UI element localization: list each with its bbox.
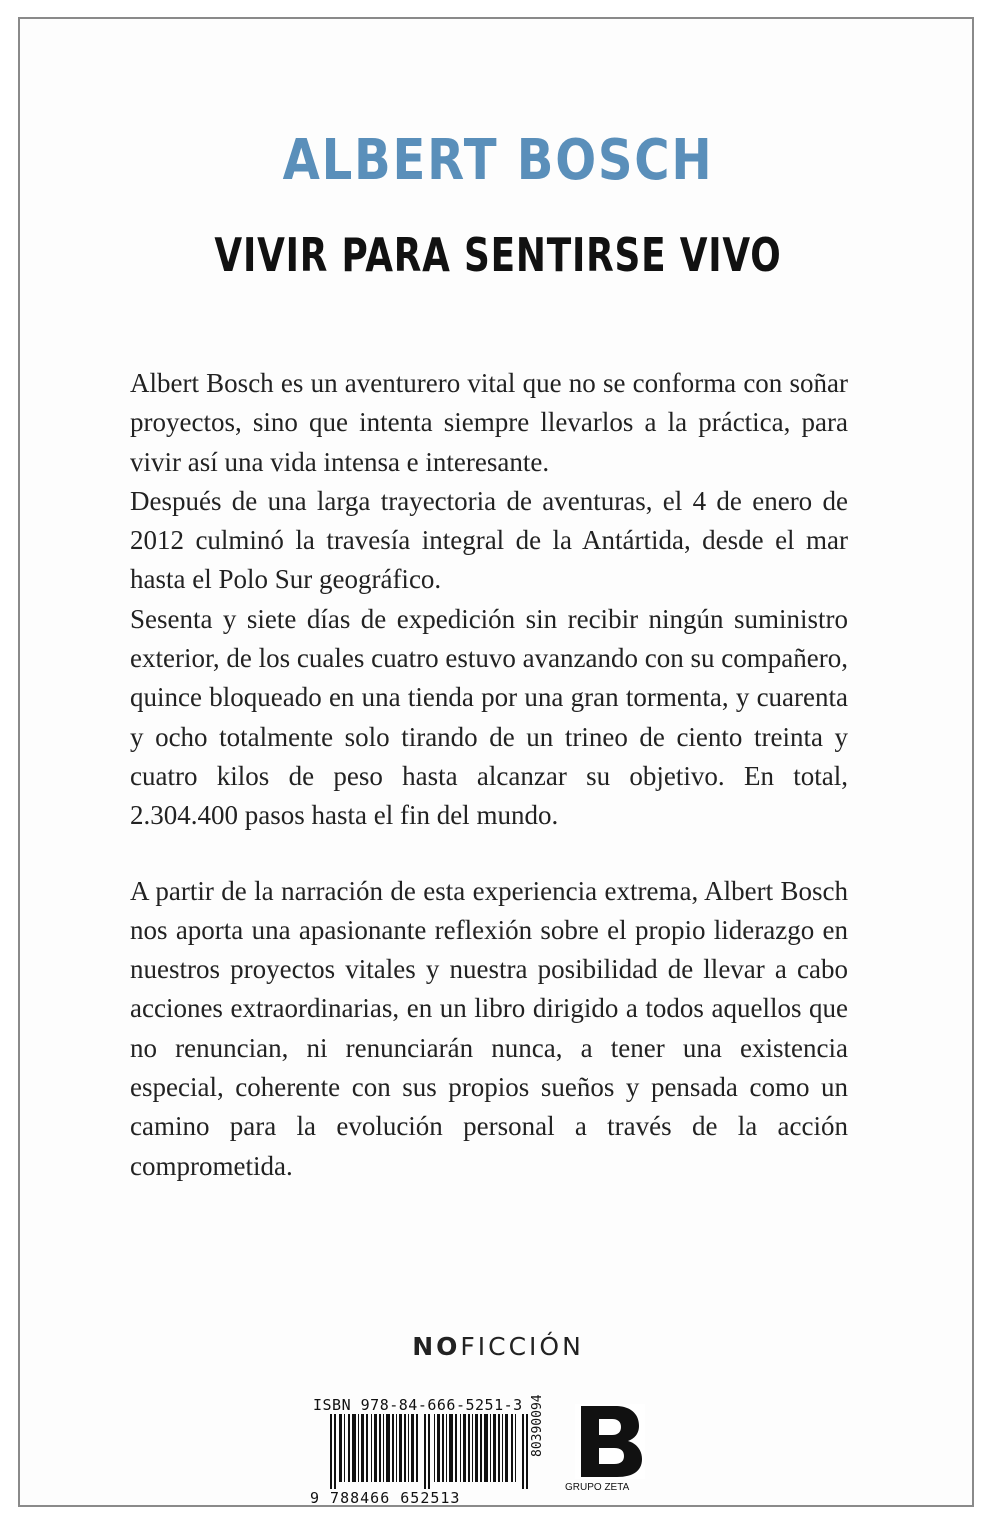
- blurb-paragraph-1: Albert Bosch es un aventurero vital que no se conforma con soñar proyectos, sino que intenta siempre llevarlos a la práctica, para vivir así una vida intensa e interesante.: [130, 368, 848, 477]
- book-back-cover: [18, 17, 974, 1507]
- author-name: ALBERT BOSCH: [282, 128, 714, 193]
- publisher-b-logo: [575, 1404, 645, 1479]
- barcode-digits: 9 788466 652513: [310, 1489, 461, 1507]
- collection-label-rest: FICCIÓN: [460, 1332, 584, 1361]
- price-code: 80390094: [530, 1394, 545, 1457]
- isbn-label: ISBN 978-84-666-5251-3: [313, 1396, 523, 1414]
- collection-label-bold: NO: [412, 1332, 461, 1361]
- blurb-text: [130, 364, 848, 1186]
- blurb-paragraph-2: Después de una larga trayectoria de aventuras, el 4 de enero de 2012 culminó la travesía integral de la Antártida, desde el mar hasta el Polo Sur geográfico.: [130, 485, 848, 595]
- collection-label: [20, 1332, 974, 1361]
- blurb-paragraph-3: Sesenta y siete días de expedición sin recibir ningún suministro exterior, de los cuales cuatro estuvo avanzando con su compañero, quince bloqueado en una tienda por una gran tormenta, y cuarenta y ocho totalmente solo tirando de un trineo de ciento treinta y cuatro kilos de peso hasta alcanzar su objetivo. En total, 2.304.400 pasos hasta el fin del mundo.: [130, 603, 848, 831]
- book-title: VIVIR PARA SENTIRSE VIVO: [214, 228, 782, 282]
- blurb-paragraph-4: A partir de la narración de esta experiencia extrema, Albert Bosch nos aporta una apasionante reflexión sobre el propio liderazgo en nuestros proyectos vitales y nuestra posibilidad de llevar a cabo acciones extraordinarias, en un libro dirigido a todos aquellos que no renuncian, ni renunciarán nunca, a tener una existencia especial, coherente con sus propios sueños y pensada como un camino para la evolución personal a través de la acción comprometida.: [130, 875, 848, 1181]
- publisher-name: GRUPO ZETA: [565, 1482, 630, 1493]
- barcode-image: [330, 1414, 530, 1489]
